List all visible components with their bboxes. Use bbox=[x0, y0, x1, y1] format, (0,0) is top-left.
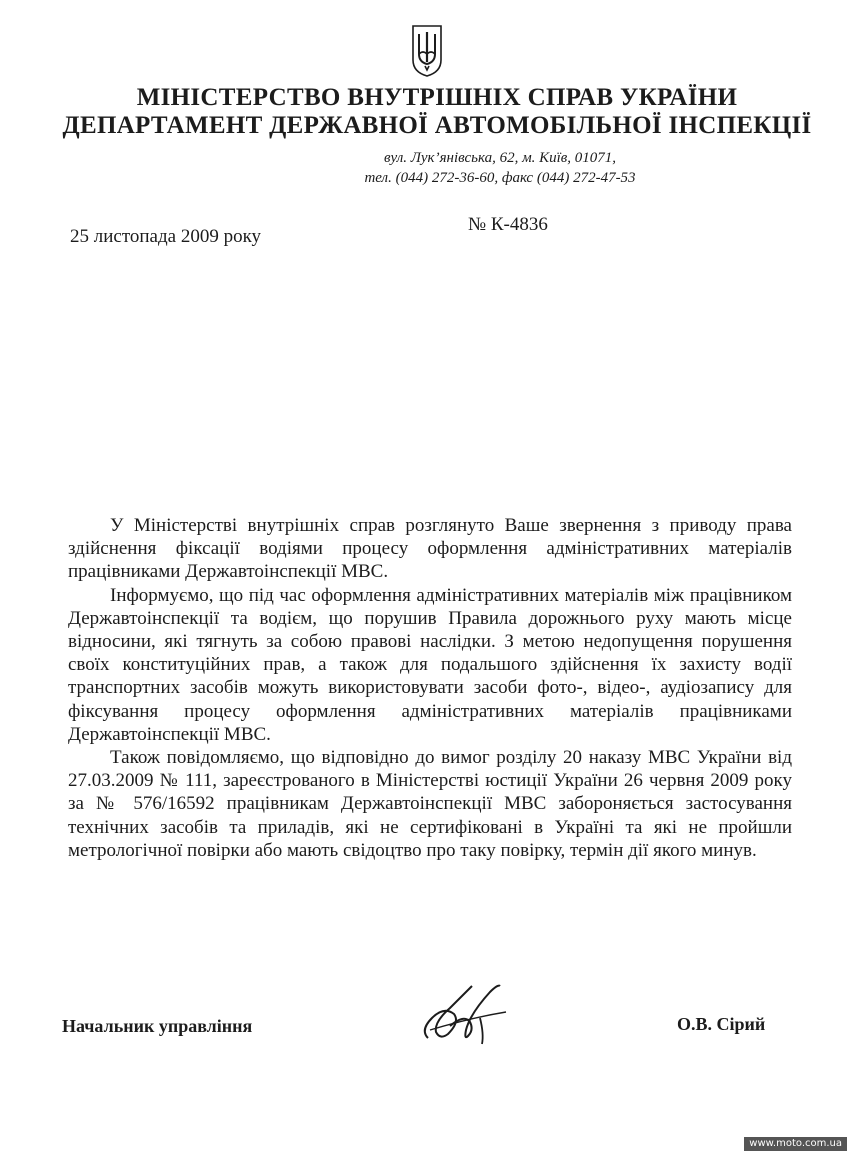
letter-body bbox=[68, 514, 792, 862]
phone-fax-line: тел. (044) 272-36-60, факс (044) 272-47-53 bbox=[364, 170, 636, 186]
letter-number: № К-4836 bbox=[468, 214, 548, 235]
letter-date: 25 листопада 2009 року bbox=[70, 226, 262, 247]
handwritten-signature bbox=[410, 978, 540, 1050]
trident-emblem-icon bbox=[410, 22, 444, 78]
body-paragraph: У Міністерстві внутрішніх справ розглянуто Ваше звернення з приводу права здійснення фіксації водіями процесу оформлення адміністративних матеріалів працівниками Державтоінспекції МВС. bbox=[68, 515, 792, 583]
signer-title: Начальник управління bbox=[62, 1016, 253, 1036]
department-title: ДЕПАРТАМЕНТ ДЕРЖАВНОЇ АВТОМОБІЛЬНОЇ ІНСПЕКЦІЇ bbox=[62, 112, 812, 139]
site-watermark: www.moto.com.ua bbox=[744, 1137, 847, 1151]
address-line: вул. Лук’янівська, 62, м. Київ, 01071, bbox=[383, 150, 617, 166]
ministry-title: МІНІСТЕРСТВО ВНУТРІШНІХ СПРАВ УКРАЇНИ bbox=[136, 84, 738, 111]
body-paragraph: Також повідомляємо, що відповідно до вимог розділу 20 наказу МВС України від 27.03.2009 № 111, зареєстрованого в Міністерстві юстиції України 26 червня 2009 року за № 576/16592 працівникам Державтоінспекції МВС забороняється застосування технічних засобів та приладів, які не сертифіковані в Україні та які не пройшли метрологічної повірки або мають свідоцтво про таку повірку, термін дії якого минув. bbox=[68, 747, 792, 861]
body-paragraph: Інформуємо, що під час оформлення адміністративних матеріалів між працівником Державтоінспекції та водієм, що порушив Правила дорожнього руху мають місце відносини, які тягнуть за собою правові наслідки. З метою недопущення порушення своїх конституційних прав, а також для подальшого здійснення їх захисту водії транспортних засобів можуть використовувати засоби фото-, відео-, аудіозапису для фіксування процесу оформлення адміністративних матеріалів працівниками Державтоінспекції МВС. bbox=[68, 584, 792, 745]
signer-name: О.В. Сірий bbox=[677, 1014, 766, 1034]
